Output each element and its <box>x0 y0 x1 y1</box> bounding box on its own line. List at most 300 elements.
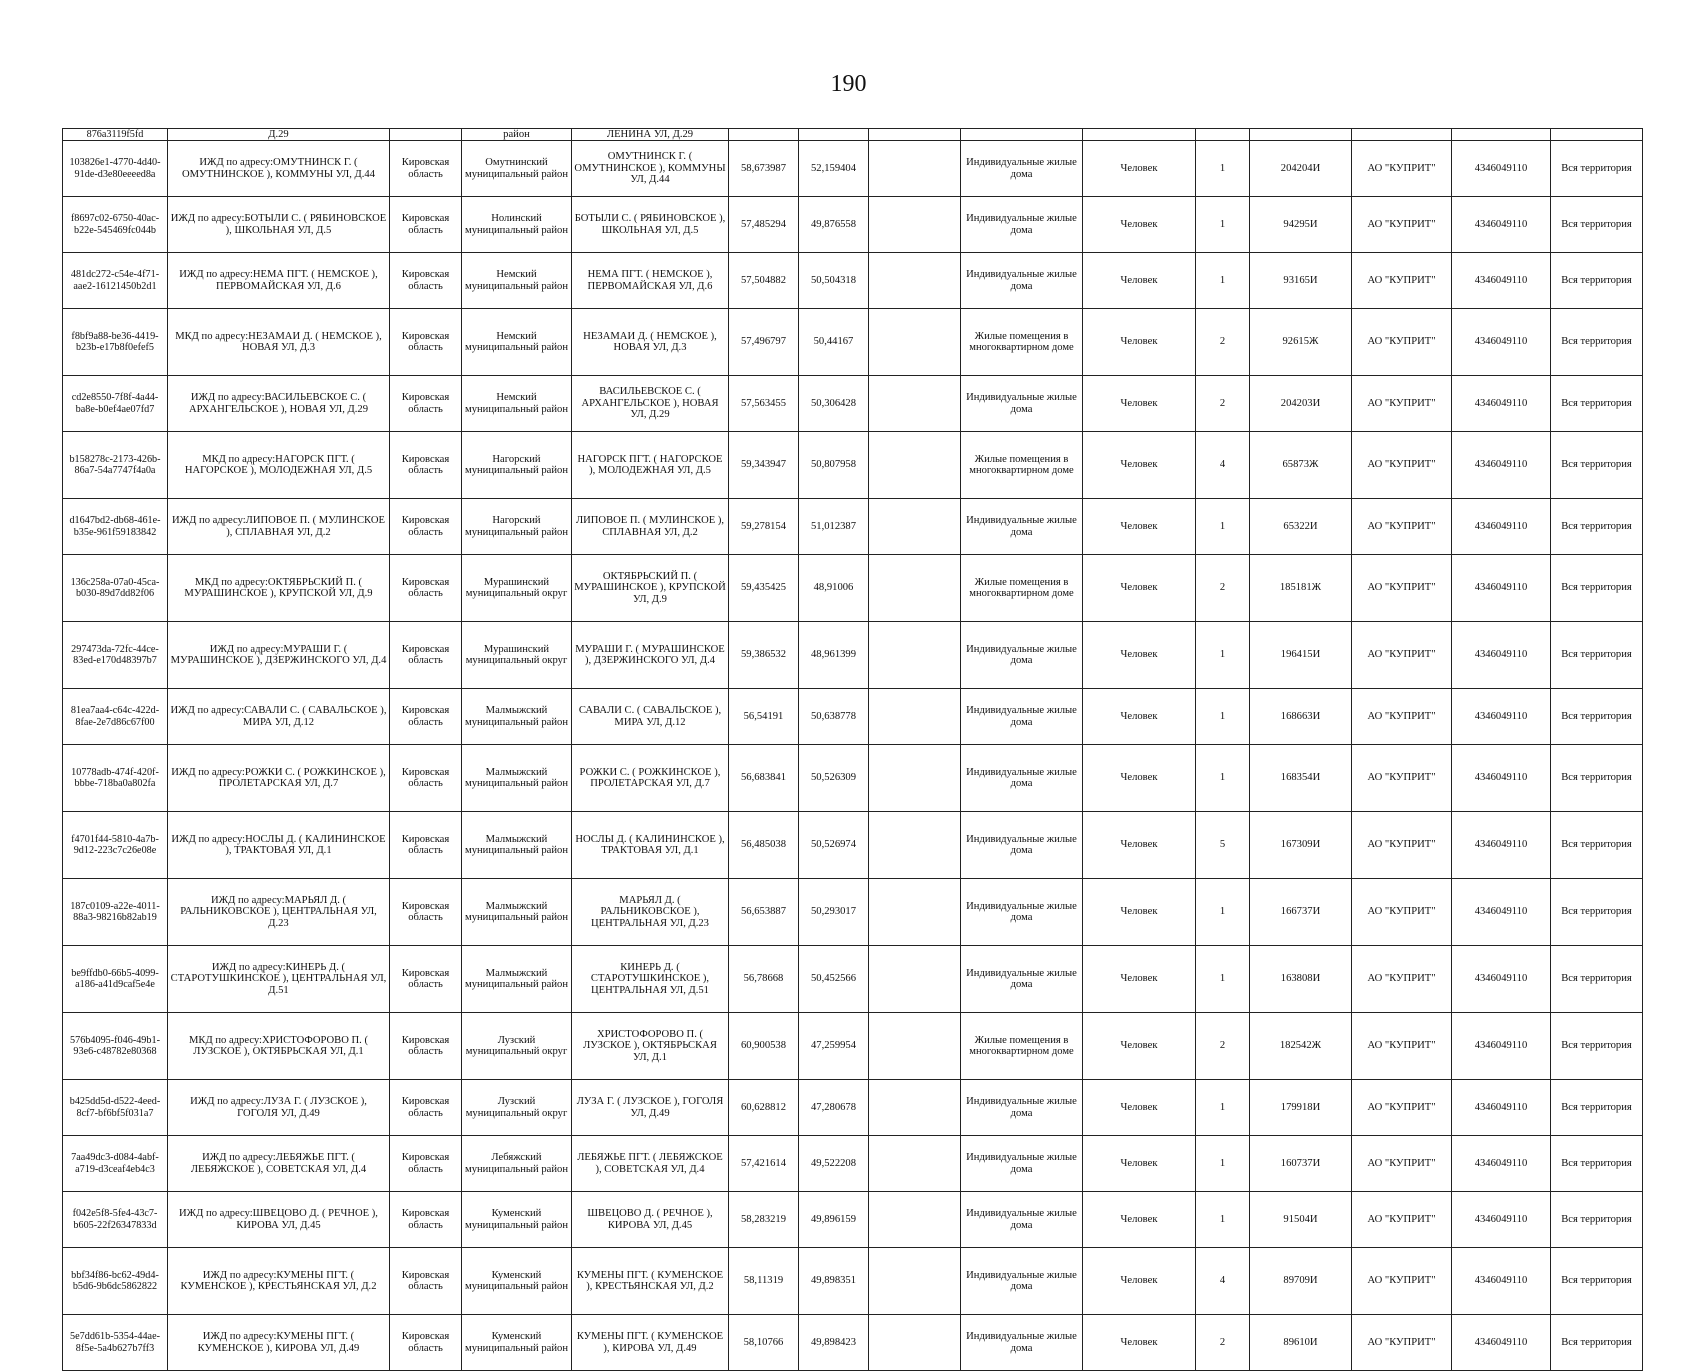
territory-cell: Вся территория <box>1551 141 1643 197</box>
region-cell: Кировская область <box>390 1013 462 1080</box>
district-cell: Малмыжский муниципальный район <box>462 745 572 812</box>
latitude-cell: 56,78668 <box>729 946 799 1013</box>
table-row <box>63 879 1643 946</box>
object-name-cell: ИЖД по адресу:РОЖКИ С. ( РОЖКИНСКОЕ ), ПРОЛЕТАРСКАЯ УЛ, Д.7 <box>168 745 390 812</box>
object-id-cell: d1647bd2-db68-461e-b35e-961f59183842 <box>63 499 168 555</box>
territory-cell: Вся территория <box>1551 1080 1643 1136</box>
latitude-cell: 56,54191 <box>729 689 799 745</box>
organization-cell: АО "КУПРИТ" <box>1352 253 1452 309</box>
address-cell: НАГОРСК ПГТ. ( НАГОРСКОЕ ), МОЛОДЕЖНАЯ УЛ, Д.5 <box>572 432 729 499</box>
object-id-cell: 7aa49dc3-d084-4abf-a719-d3ceaf4eb4c3 <box>63 1136 168 1192</box>
object-name-cell: Д.29 <box>168 129 390 141</box>
territory-cell: Вся территория <box>1551 309 1643 376</box>
table-row <box>63 689 1643 745</box>
longitude-cell: 49,898423 <box>799 1315 869 1371</box>
unit-cell: Человек <box>1083 432 1196 499</box>
inn-cell: 4346049110 <box>1452 1248 1551 1315</box>
empty-cell <box>869 253 961 309</box>
organization-cell: АО "КУПРИТ" <box>1352 141 1452 197</box>
registry-table <box>62 128 1643 1371</box>
inn-cell: 4346049110 <box>1452 1136 1551 1192</box>
account-number-cell: 196415И <box>1250 622 1352 689</box>
latitude-cell: 57,421614 <box>729 1136 799 1192</box>
district-cell: Малмыжский муниципальный район <box>462 946 572 1013</box>
address-cell: САВАЛИ С. ( САВАЛЬСКОЕ ), МИРА УЛ, Д.12 <box>572 689 729 745</box>
longitude-cell: 50,807958 <box>799 432 869 499</box>
latitude-cell: 58,11319 <box>729 1248 799 1315</box>
address-cell: КУМЕНЫ ПГТ. ( КУМЕНСКОЕ ), КИРОВА УЛ, Д.49 <box>572 1315 729 1371</box>
district-cell: Немский муниципальный район <box>462 253 572 309</box>
inn-cell: 4346049110 <box>1452 555 1551 622</box>
unit-cell: Человек <box>1083 1080 1196 1136</box>
territory-cell: Вся территория <box>1551 555 1643 622</box>
object-name-cell: ИЖД по адресу:ЛЕБЯЖЬЕ ПГТ. ( ЛЕБЯЖСКОЕ ), СОВЕТСКАЯ УЛ, Д.4 <box>168 1136 390 1192</box>
empty-cell <box>869 197 961 253</box>
organization-cell: АО "КУПРИТ" <box>1352 689 1452 745</box>
district-cell: Омутнинский муниципальный район <box>462 141 572 197</box>
territory-cell: Вся территория <box>1551 197 1643 253</box>
address-cell: ЛУЗА Г. ( ЛУЗСКОЕ ), ГОГОЛЯ УЛ, Д.49 <box>572 1080 729 1136</box>
inn-cell: 4346049110 <box>1452 376 1551 432</box>
object-id-cell: 81ea7aa4-c64c-422d-8fae-2e7d86c67f00 <box>63 689 168 745</box>
region-cell: Кировская область <box>390 499 462 555</box>
object-type-cell: Индивидуальные жилые дома <box>961 141 1083 197</box>
region-cell: Кировская область <box>390 689 462 745</box>
account-number-cell: 166737И <box>1250 879 1352 946</box>
inn-cell: 4346049110 <box>1452 1192 1551 1248</box>
table-row <box>63 197 1643 253</box>
address-cell: ОКТЯБРЬСКИЙ П. ( МУРАШИНСКОЕ ), КРУПСКОЙ УЛ, Д.9 <box>572 555 729 622</box>
account-number-cell <box>1250 129 1352 141</box>
inn-cell: 4346049110 <box>1452 745 1551 812</box>
address-cell: КИНЕРЬ Д. ( СТАРОТУШКИНСКОЕ ), ЦЕНТРАЛЬНАЯ УЛ, Д.51 <box>572 946 729 1013</box>
unit-cell: Человек <box>1083 141 1196 197</box>
longitude-cell: 49,522208 <box>799 1136 869 1192</box>
count-cell: 2 <box>1196 309 1250 376</box>
object-type-cell: Индивидуальные жилые дома <box>961 1315 1083 1371</box>
count-cell: 1 <box>1196 499 1250 555</box>
unit-cell: Человек <box>1083 499 1196 555</box>
object-type-cell: Индивидуальные жилые дома <box>961 253 1083 309</box>
account-number-cell: 93165И <box>1250 253 1352 309</box>
account-number-cell: 89610И <box>1250 1315 1352 1371</box>
table-row <box>63 432 1643 499</box>
object-id-cell: 136c258a-07a0-45ca-b030-89d7dd82f06 <box>63 555 168 622</box>
count-cell: 1 <box>1196 141 1250 197</box>
longitude-cell: 50,526309 <box>799 745 869 812</box>
object-type-cell: Индивидуальные жилые дома <box>961 499 1083 555</box>
region-cell: Кировская область <box>390 555 462 622</box>
page-number: 190 <box>830 71 867 97</box>
unit-cell: Человек <box>1083 946 1196 1013</box>
unit-cell: Человек <box>1083 253 1196 309</box>
empty-cell <box>869 555 961 622</box>
inn-cell: 4346049110 <box>1452 1315 1551 1371</box>
organization-cell: АО "КУПРИТ" <box>1352 1315 1452 1371</box>
latitude-cell <box>729 129 799 141</box>
inn-cell: 4346049110 <box>1452 432 1551 499</box>
district-cell: Немский муниципальный район <box>462 309 572 376</box>
inn-cell: 4346049110 <box>1452 197 1551 253</box>
region-cell: Кировская область <box>390 253 462 309</box>
object-name-cell: ИЖД по адресу:БОТЫЛИ С. ( РЯБИНОВСКОЕ ), ШКОЛЬНАЯ УЛ, Д.5 <box>168 197 390 253</box>
object-name-cell: МКД по адресу:НЕЗАМАИ Д. ( НЕМСКОЕ ), НОВАЯ УЛ, Д.3 <box>168 309 390 376</box>
object-name-cell: ИЖД по адресу:МУРАШИ Г. ( МУРАШИНСКОЕ ), ДЗЕРЖИНСКОГО УЛ, Д.4 <box>168 622 390 689</box>
territory-cell: Вся территория <box>1551 812 1643 879</box>
count-cell: 1 <box>1196 946 1250 1013</box>
longitude-cell: 50,306428 <box>799 376 869 432</box>
inn-cell: 4346049110 <box>1452 309 1551 376</box>
inn-cell: 4346049110 <box>1452 1013 1551 1080</box>
longitude-cell: 50,638778 <box>799 689 869 745</box>
unit-cell: Человек <box>1083 555 1196 622</box>
object-type-cell: Индивидуальные жилые дома <box>961 622 1083 689</box>
region-cell: Кировская область <box>390 745 462 812</box>
region-cell: Кировская область <box>390 879 462 946</box>
district-cell: Лузский муниципальный округ <box>462 1080 572 1136</box>
count-cell: 2 <box>1196 376 1250 432</box>
empty-cell <box>869 689 961 745</box>
object-name-cell: ИЖД по адресу:НОСЛЫ Д. ( КАЛИНИНСКОЕ ), ТРАКТОВАЯ УЛ, Д.1 <box>168 812 390 879</box>
address-cell: ХРИСТОФОРОВО П. ( ЛУЗСКОЕ ), ОКТЯБРЬСКАЯ УЛ, Д.1 <box>572 1013 729 1080</box>
longitude-cell: 50,452566 <box>799 946 869 1013</box>
object-type-cell: Жилые помещения в многоквартирном доме <box>961 309 1083 376</box>
object-name-cell: ИЖД по адресу:КУМЕНЫ ПГТ. ( КУМЕНСКОЕ ), КИРОВА УЛ, Д.49 <box>168 1315 390 1371</box>
region-cell: Кировская область <box>390 1192 462 1248</box>
count-cell: 1 <box>1196 879 1250 946</box>
district-cell: Мурашинский муниципальный округ <box>462 555 572 622</box>
region-cell: Кировская область <box>390 1080 462 1136</box>
count-cell: 2 <box>1196 1013 1250 1080</box>
count-cell: 1 <box>1196 253 1250 309</box>
organization-cell: АО "КУПРИТ" <box>1352 946 1452 1013</box>
territory-cell: Вся территория <box>1551 1315 1643 1371</box>
region-cell: Кировская область <box>390 197 462 253</box>
object-id-cell: f8bf9a88-be36-4419-b23b-e17b8f0efef5 <box>63 309 168 376</box>
account-number-cell: 92615Ж <box>1250 309 1352 376</box>
empty-cell <box>869 1136 961 1192</box>
address-cell: ЛЕБЯЖЬЕ ПГТ. ( ЛЕБЯЖСКОЕ ), СОВЕТСКАЯ УЛ, Д.4 <box>572 1136 729 1192</box>
latitude-cell: 59,278154 <box>729 499 799 555</box>
empty-cell <box>869 745 961 812</box>
object-type-cell: Индивидуальные жилые дома <box>961 376 1083 432</box>
object-id-cell: f4701f44-5810-4a7b-9d12-223c7c26e08e <box>63 812 168 879</box>
inn-cell: 4346049110 <box>1452 622 1551 689</box>
object-id-cell: f042e5f8-5fe4-43c7-b605-22f26347833d <box>63 1192 168 1248</box>
organization-cell: АО "КУПРИТ" <box>1352 197 1452 253</box>
district-cell: Малмыжский муниципальный район <box>462 879 572 946</box>
unit-cell <box>1083 129 1196 141</box>
address-cell: ШВЕЦОВО Д. ( РЕЧНОЕ ), КИРОВА УЛ, Д.45 <box>572 1192 729 1248</box>
count-cell: 1 <box>1196 745 1250 812</box>
empty-cell <box>869 622 961 689</box>
latitude-cell: 58,10766 <box>729 1315 799 1371</box>
table-body <box>63 129 1643 1371</box>
longitude-cell: 52,159404 <box>799 141 869 197</box>
region-cell: Кировская область <box>390 309 462 376</box>
latitude-cell: 58,673987 <box>729 141 799 197</box>
unit-cell: Человек <box>1083 812 1196 879</box>
object-id-cell: be9ffdb0-66b5-4099-a186-a41d9caf5e4e <box>63 946 168 1013</box>
table-row <box>63 555 1643 622</box>
empty-cell <box>869 141 961 197</box>
object-name-cell: ИЖД по адресу:ШВЕЦОВО Д. ( РЕЧНОЕ ), КИРОВА УЛ, Д.45 <box>168 1192 390 1248</box>
district-cell: Малмыжский муниципальный район <box>462 689 572 745</box>
account-number-cell: 65322И <box>1250 499 1352 555</box>
organization-cell: АО "КУПРИТ" <box>1352 1192 1452 1248</box>
object-type-cell: Индивидуальные жилые дома <box>961 1136 1083 1192</box>
unit-cell: Человек <box>1083 1192 1196 1248</box>
address-cell: ЛЕНИНА УЛ, Д.29 <box>572 129 729 141</box>
organization-cell: АО "КУПРИТ" <box>1352 745 1452 812</box>
latitude-cell: 59,343947 <box>729 432 799 499</box>
latitude-cell: 58,283219 <box>729 1192 799 1248</box>
table-row <box>63 745 1643 812</box>
count-cell: 1 <box>1196 1080 1250 1136</box>
empty-cell <box>869 1080 961 1136</box>
account-number-cell: 204204И <box>1250 141 1352 197</box>
address-cell: БОТЫЛИ С. ( РЯБИНОВСКОЕ ), ШКОЛЬНАЯ УЛ, Д.5 <box>572 197 729 253</box>
inn-cell: 4346049110 <box>1452 499 1551 555</box>
address-cell: ВАСИЛЬЕВСКОЕ С. ( АРХАНГЕЛЬСКОЕ ), НОВАЯ УЛ, Д.29 <box>572 376 729 432</box>
organization-cell: АО "КУПРИТ" <box>1352 1136 1452 1192</box>
count-cell: 1 <box>1196 1192 1250 1248</box>
unit-cell: Человек <box>1083 622 1196 689</box>
object-type-cell: Жилые помещения в многоквартирном доме <box>961 1013 1083 1080</box>
address-cell: РОЖКИ С. ( РОЖКИНСКОЕ ), ПРОЛЕТАРСКАЯ УЛ, Д.7 <box>572 745 729 812</box>
table-row <box>63 253 1643 309</box>
organization-cell: АО "КУПРИТ" <box>1352 1248 1452 1315</box>
inn-cell: 4346049110 <box>1452 253 1551 309</box>
longitude-cell: 50,293017 <box>799 879 869 946</box>
longitude-cell: 50,44167 <box>799 309 869 376</box>
unit-cell: Человек <box>1083 1315 1196 1371</box>
object-name-cell: ИЖД по адресу:КИНЕРЬ Д. ( СТАРОТУШКИНСКОЕ ), ЦЕНТРАЛЬНАЯ УЛ, Д.51 <box>168 946 390 1013</box>
latitude-cell: 57,563455 <box>729 376 799 432</box>
object-id-cell: 481dc272-c54e-4f71-aae2-16121450b2d1 <box>63 253 168 309</box>
count-cell: 2 <box>1196 1315 1250 1371</box>
object-type-cell: Индивидуальные жилые дома <box>961 1248 1083 1315</box>
account-number-cell: 168663И <box>1250 689 1352 745</box>
object-name-cell: ИЖД по адресу:ВАСИЛЬЕВСКОЕ С. ( АРХАНГЕЛЬСКОЕ ), НОВАЯ УЛ, Д.29 <box>168 376 390 432</box>
address-cell: МУРАШИ Г. ( МУРАШИНСКОЕ ), ДЗЕРЖИНСКОГО УЛ, Д.4 <box>572 622 729 689</box>
region-cell: Кировская область <box>390 946 462 1013</box>
table-row <box>63 1080 1643 1136</box>
object-type-cell: Индивидуальные жилые дома <box>961 879 1083 946</box>
address-cell: ОМУТНИНСК Г. ( ОМУТНИНСКОЕ ), КОММУНЫ УЛ, Д.44 <box>572 141 729 197</box>
object-id-cell: b425dd5d-d522-4eed-8cf7-bf6bf5f031a7 <box>63 1080 168 1136</box>
account-number-cell: 65873Ж <box>1250 432 1352 499</box>
table-row <box>63 309 1643 376</box>
object-type-cell: Индивидуальные жилые дома <box>961 946 1083 1013</box>
longitude-cell: 47,280678 <box>799 1080 869 1136</box>
object-type-cell: Индивидуальные жилые дома <box>961 812 1083 879</box>
account-number-cell: 179918И <box>1250 1080 1352 1136</box>
longitude-cell: 49,898351 <box>799 1248 869 1315</box>
object-name-cell: ИЖД по адресу:ЛУЗА Г. ( ЛУЗСКОЕ ), ГОГОЛЯ УЛ, Д.49 <box>168 1080 390 1136</box>
longitude-cell <box>799 129 869 141</box>
region-cell: Кировская область <box>390 812 462 879</box>
table-row <box>63 1013 1643 1080</box>
organization-cell: АО "КУПРИТ" <box>1352 432 1452 499</box>
object-name-cell: ИЖД по адресу:ЛИПОВОЕ П. ( МУЛИНСКОЕ ), СПЛАВНАЯ УЛ, Д.2 <box>168 499 390 555</box>
empty-cell <box>869 432 961 499</box>
object-id-cell: cd2e8550-7f8f-4a44-ba8e-b0ef4ae07fd7 <box>63 376 168 432</box>
count-cell: 1 <box>1196 689 1250 745</box>
object-id-cell: 297473da-72fc-44ce-83ed-e170d48397b7 <box>63 622 168 689</box>
organization-cell: АО "КУПРИТ" <box>1352 879 1452 946</box>
account-number-cell: 89709И <box>1250 1248 1352 1315</box>
table-row <box>63 499 1643 555</box>
latitude-cell: 56,485038 <box>729 812 799 879</box>
unit-cell: Человек <box>1083 309 1196 376</box>
object-id-cell: 103826e1-4770-4d40-91de-d3e80eeeed8a <box>63 141 168 197</box>
region-cell: Кировская область <box>390 1315 462 1371</box>
territory-cell <box>1551 129 1643 141</box>
count-cell: 2 <box>1196 555 1250 622</box>
territory-cell: Вся территория <box>1551 499 1643 555</box>
inn-cell: 4346049110 <box>1452 946 1551 1013</box>
account-number-cell: 160737И <box>1250 1136 1352 1192</box>
longitude-cell: 49,896159 <box>799 1192 869 1248</box>
longitude-cell: 49,876558 <box>799 197 869 253</box>
count-cell: 4 <box>1196 432 1250 499</box>
district-cell: Нагорский муниципальный район <box>462 499 572 555</box>
district-cell: Нолинский муниципальный район <box>462 197 572 253</box>
empty-cell <box>869 1013 961 1080</box>
latitude-cell: 57,504882 <box>729 253 799 309</box>
object-type-cell: Индивидуальные жилые дома <box>961 689 1083 745</box>
object-name-cell: МКД по адресу:НАГОРСК ПГТ. ( НАГОРСКОЕ ), МОЛОДЕЖНАЯ УЛ, Д.5 <box>168 432 390 499</box>
organization-cell: АО "КУПРИТ" <box>1352 309 1452 376</box>
table-row <box>63 622 1643 689</box>
territory-cell: Вся территория <box>1551 745 1643 812</box>
longitude-cell: 47,259954 <box>799 1013 869 1080</box>
longitude-cell: 48,961399 <box>799 622 869 689</box>
district-cell: Куменский муниципальный район <box>462 1315 572 1371</box>
empty-cell <box>869 376 961 432</box>
count-cell: 1 <box>1196 197 1250 253</box>
organization-cell: АО "КУПРИТ" <box>1352 622 1452 689</box>
empty-cell <box>869 879 961 946</box>
object-id-cell: 10778adb-474f-420f-bbbe-718ba0a802fa <box>63 745 168 812</box>
district-cell: Лузский муниципальный округ <box>462 1013 572 1080</box>
district-cell: Малмыжский муниципальный район <box>462 812 572 879</box>
district-cell: Куменский муниципальный район <box>462 1192 572 1248</box>
latitude-cell: 57,485294 <box>729 197 799 253</box>
object-type-cell: Жилые помещения в многоквартирном доме <box>961 432 1083 499</box>
unit-cell: Человек <box>1083 197 1196 253</box>
inn-cell: 4346049110 <box>1452 1080 1551 1136</box>
object-type-cell: Индивидуальные жилые дома <box>961 1192 1083 1248</box>
region-cell: Кировская область <box>390 1136 462 1192</box>
territory-cell: Вся территория <box>1551 689 1643 745</box>
count-cell: 1 <box>1196 1136 1250 1192</box>
count-cell: 4 <box>1196 1248 1250 1315</box>
empty-cell <box>869 946 961 1013</box>
account-number-cell: 163808И <box>1250 946 1352 1013</box>
territory-cell: Вся территория <box>1551 1136 1643 1192</box>
account-number-cell: 94295И <box>1250 197 1352 253</box>
object-type-cell: Индивидуальные жилые дома <box>961 1080 1083 1136</box>
empty-cell <box>869 309 961 376</box>
empty-cell <box>869 1315 961 1371</box>
region-cell: Кировская область <box>390 622 462 689</box>
territory-cell: Вся территория <box>1551 253 1643 309</box>
longitude-cell: 51,012387 <box>799 499 869 555</box>
unit-cell: Человек <box>1083 879 1196 946</box>
territory-cell: Вся территория <box>1551 1192 1643 1248</box>
district-cell: Нагорский муниципальный район <box>462 432 572 499</box>
inn-cell: 4346049110 <box>1452 879 1551 946</box>
territory-cell: Вся территория <box>1551 622 1643 689</box>
territory-cell: Вся территория <box>1551 1248 1643 1315</box>
object-name-cell: ИЖД по адресу:КУМЕНЫ ПГТ. ( КУМЕНСКОЕ ), КРЕСТЬЯНСКАЯ УЛ, Д.2 <box>168 1248 390 1315</box>
object-name-cell: ИЖД по адресу:ОМУТНИНСК Г. ( ОМУТНИНСКОЕ ), КОММУНЫ УЛ, Д.44 <box>168 141 390 197</box>
territory-cell: Вся территория <box>1551 946 1643 1013</box>
latitude-cell: 56,653887 <box>729 879 799 946</box>
object-id-cell: bbf34f86-bc62-49d4-b5d6-9b6dc5862822 <box>63 1248 168 1315</box>
table-row <box>63 141 1643 197</box>
object-name-cell: МКД по адресу:ХРИСТОФОРОВО П. ( ЛУЗСКОЕ ), ОКТЯБРЬСКАЯ УЛ, Д.1 <box>168 1013 390 1080</box>
organization-cell: АО "КУПРИТ" <box>1352 1080 1452 1136</box>
unit-cell: Человек <box>1083 376 1196 432</box>
district-cell: Немский муниципальный район <box>462 376 572 432</box>
inn-cell <box>1452 129 1551 141</box>
organization-cell: АО "КУПРИТ" <box>1352 555 1452 622</box>
count-cell <box>1196 129 1250 141</box>
unit-cell: Человек <box>1083 1136 1196 1192</box>
region-cell: Кировская область <box>390 432 462 499</box>
region-cell: Кировская область <box>390 1248 462 1315</box>
territory-cell: Вся территория <box>1551 376 1643 432</box>
territory-cell: Вся территория <box>1551 1013 1643 1080</box>
address-cell: МАРЬЯЛ Д. ( РАЛЬНИКОВСКОЕ ), ЦЕНТРАЛЬНАЯ УЛ, Д.23 <box>572 879 729 946</box>
object-id-cell: 576b4095-f046-49b1-93e6-c48782e80368 <box>63 1013 168 1080</box>
count-cell: 5 <box>1196 812 1250 879</box>
district-cell: Лебяжский муниципальный район <box>462 1136 572 1192</box>
district-cell: Мурашинский муниципальный округ <box>462 622 572 689</box>
region-cell: Кировская область <box>390 376 462 432</box>
latitude-cell: 56,683841 <box>729 745 799 812</box>
object-id-cell: b158278c-2173-426b-86a7-54a7747f4a0a <box>63 432 168 499</box>
address-cell: НЕМА ПГТ. ( НЕМСКОЕ ), ПЕРВОМАЙСКАЯ УЛ, Д.6 <box>572 253 729 309</box>
inn-cell: 4346049110 <box>1452 141 1551 197</box>
account-number-cell: 167309И <box>1250 812 1352 879</box>
longitude-cell: 50,526974 <box>799 812 869 879</box>
empty-cell <box>869 499 961 555</box>
inn-cell: 4346049110 <box>1452 812 1551 879</box>
table-row-continuation <box>63 129 1643 141</box>
object-name-cell: ИЖД по адресу:МАРЬЯЛ Д. ( РАЛЬНИКОВСКОЕ ), ЦЕНТРАЛЬНАЯ УЛ, Д.23 <box>168 879 390 946</box>
organization-cell: АО "КУПРИТ" <box>1352 812 1452 879</box>
account-number-cell: 185181Ж <box>1250 555 1352 622</box>
empty-cell <box>869 812 961 879</box>
object-type-cell: Жилые помещения в многоквартирном доме <box>961 555 1083 622</box>
object-id-cell: 5e7dd61b-5354-44ae-8f5e-5a4b627b7ff3 <box>63 1315 168 1371</box>
territory-cell: Вся территория <box>1551 432 1643 499</box>
district-cell: Куменский муниципальный район <box>462 1248 572 1315</box>
inn-cell: 4346049110 <box>1452 689 1551 745</box>
latitude-cell: 60,628812 <box>729 1080 799 1136</box>
table-row <box>63 946 1643 1013</box>
address-cell: НОСЛЫ Д. ( КАЛИНИНСКОЕ ), ТРАКТОВАЯ УЛ, Д.1 <box>572 812 729 879</box>
table-row <box>63 1248 1643 1315</box>
unit-cell: Человек <box>1083 689 1196 745</box>
object-type-cell: Индивидуальные жилые дома <box>961 745 1083 812</box>
empty-cell <box>869 129 961 141</box>
object-type-cell: Индивидуальные жилые дома <box>961 197 1083 253</box>
